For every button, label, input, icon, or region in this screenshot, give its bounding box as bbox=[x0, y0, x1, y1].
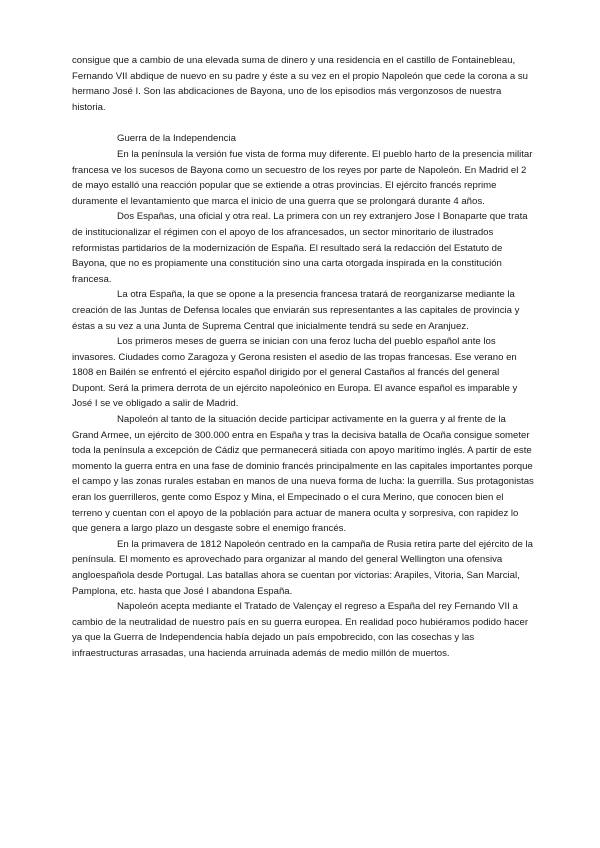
paragraph-spacer bbox=[72, 115, 534, 131]
paragraph-primeros-meses: Los primeros meses de guerra se inician con una feroz lucha del pueblo español ante los invasores. Ciudades como Zaragoza y Gerona resisten el asedio de las tropas francesas. Ese verano en 1808 en Bailén se enfrentó el ejército español dirigido por el general Castaños al francés del general Dupont. Será la primera derrota de un ejército napoleónico en Europa. El avance español es imparable y José I se ve obligado a salir de Madrid. bbox=[72, 336, 518, 410]
paragraph-peninsula: En la península la versión fue vista de forma muy diferente. El pueblo harto de la presencia militar francesa ve los sucesos de Bayona como un secuestro de los reyes por parte de Napoleón. En Madrid el 2 de mayo estalló una reacción popular que se extiende a otras provincias. El ejército francés reprime duramente el levantamiento que marca el inicio de una guerra que se prolongará durante 4 años. bbox=[72, 148, 533, 207]
document-body bbox=[72, 53, 534, 662]
paragraph-dos-espanas: Dos Españas, una oficial y otra real. La primera con un rey extranjero Jose I Bonaparte que trata de institucionalizar el régimen con el apoyo de los afrancesados, un sector minoritario de ilustrados reformistas partidarios de la modernización de España. El resultado será la redacción del Estatuto de Bayona, que no es propiamente una constitución sino una carta otorgada inspirada en la constitución francesa. bbox=[72, 211, 528, 285]
section-heading: Guerra de la Independencia bbox=[117, 133, 236, 145]
paragraph-tratado-valencay: Napoleón acepta mediante el Tratado de Valençay el regreso a España del rey Fernando VII a cambio de la neutralidad de nuestro país en su guerra europea. En realidad poco hubiéramos podido hacer ya que la Guerra de Independencia había dejado un país empobrecido, con las cosechas y las infraestructuras arrasadas, una hacienda arruinada además de medio millón de muertos. bbox=[72, 601, 529, 659]
paragraph-otra-espana: La otra España, la que se opone a la presencia francesa tratará de reorganizarse mediante la creación de las Juntas de Defensa locales que enviarán sus representantes a las capitales de provincia y éstas a su vez a una Junta de Suprema Central que inicialmente tendrá su sede en Aranjuez. bbox=[72, 289, 520, 332]
paragraph-abdicaciones: consigue que a cambio de una elevada suma de dinero y una residencia en el castillo de Fontainebleau, Fernando VII abdique de nuevo en su padre y éste a su vez en el propio Napoleón que cede la corona a su hermano José I. Son las abdicaciones de Bayona, uno de los episodios más vergonzosos de nuestra historia. bbox=[72, 55, 529, 113]
paragraph-primavera-1812: En la primavera de 1812 Napoleón centrado en la campaña de Rusia retira parte del ejército de la península. El momento es aprovechado para organizar al mando del general Wellington una ofensiva angloespañola desde Portugal. Las batallas ahora se cuentan por victorias: Arapiles, Vitoria, San Marcial, Pamplona, etc. hasta que José I abandona España. bbox=[72, 538, 533, 597]
paragraph-napoleon-guerra: Napoleón al tanto de la situación decide participar activamente en la guerra y al frente de la Grand Armee, un ejército de 300.000 entra en España y tras la decisiva batalla de Ocaña consigue someter toda la península a excepción de Cádiz que permanecerá sitiada con apoyo marítimo inglés. A partir de este momento la guerra entra en una fase de dominio francés principalmente en las capitales importantes porque el campo y las zonas rurales estaban en manos de una nueva forma de lucha: la guerrilla. Sus protagonistas eran los guerrilleros, gente como Espoz y Mina, el Empecinado o el cura Merino, que conocen bien el terreno y cuentan con el apoyo de la población para actuar de manera oculta y sorpresiva, con rapidez lo que genera a largo plazo un desgaste sobre el enemigo francés. bbox=[72, 414, 534, 535]
